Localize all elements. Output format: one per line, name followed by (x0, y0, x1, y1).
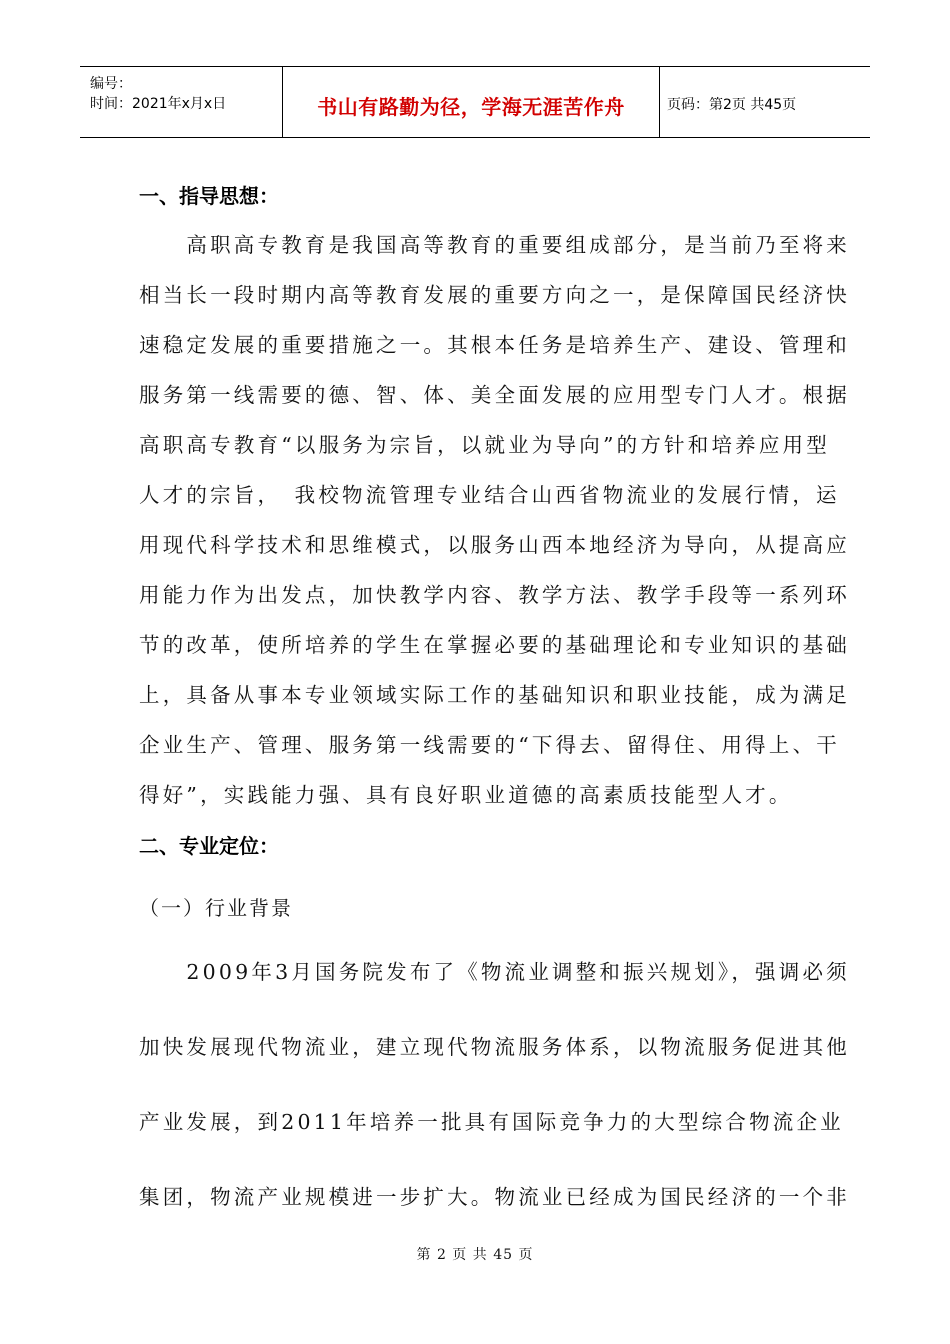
page-footer: 第 2 页 共 45 页 (416, 1247, 534, 1263)
header-motto-cell (282, 67, 660, 137)
section-heading-positioning: 二、专业定位： (139, 834, 279, 858)
paragraph-line: 上，具备从事本专业领域实际工作的基础知识和职业技能，成为满足 (139, 683, 850, 707)
header-motto: 书山有路勤为径，学海无涯苦作舟 (317, 95, 625, 119)
paragraph-line: 节的改革，使所培养的学生在掌握必要的基础理论和专业知识的基础 (139, 633, 850, 657)
paragraph-line: 速稳定发展的重要措施之一。其根本任务是培养生产、建设、管理和 (139, 333, 850, 357)
header-page-cell (659, 67, 870, 137)
document-header (80, 66, 870, 138)
paragraph-line: 服务第一线需要的德、智、体、美全面发展的应用型专门人才。根据 (139, 383, 850, 407)
document-date-label: 时间：2021年x月x日 (90, 96, 227, 112)
document-number-label: 编号： (90, 76, 132, 92)
paragraph-line: 产业发展，到2011年培养一批具有国际竞争力的大型综合物流企业 (139, 1110, 844, 1134)
paragraph-line: 得好”，实践能力强、具有良好职业道德的高素质技能型人才。 (139, 783, 793, 807)
paragraph-line: 用能力作为出发点，加快教学内容、教学方法、教学手段等一系列环 (139, 583, 850, 607)
paragraph-line: 2009年3月国务院发布了《物流业调整和振兴规划》，强调必须 (139, 960, 850, 984)
header-meta-cell (80, 67, 282, 137)
paragraph-line: 高职高专教育“以服务为宗旨，以就业为导向”的方针和培养应用型 (139, 433, 830, 457)
subsection-heading-industry-background: （一）行业背景 (139, 896, 293, 920)
paragraph-line: 相当长一段时期内高等教育发展的重要方向之一，是保障国民经济快 (139, 283, 850, 307)
paragraph-line: 集团，物流产业规模进一步扩大。物流业已经成为国民经济的一个非 (139, 1185, 850, 1209)
paragraph-line: 用现代科学技术和思维模式，以服务山西本地经济为导向，从提高应 (139, 533, 850, 557)
paragraph-line: 人才的宗旨， 我校物流管理专业结合山西省物流业的发展行情，运 (139, 483, 840, 507)
paragraph-line: 企业生产、管理、服务第一线需要的“下得去、留得住、用得上、干 (139, 733, 840, 757)
paragraph-line: 加快发展现代物流业，建立现代物流服务体系，以物流服务促进其他 (139, 1035, 850, 1059)
header-page-code: 页码：第2页 共45页 (667, 97, 797, 113)
paragraph-line: 高职高专教育是我国高等教育的重要组成部分，是当前乃至将来 (139, 233, 850, 257)
section-heading-guiding-ideology: 一、指导思想： (139, 184, 279, 208)
